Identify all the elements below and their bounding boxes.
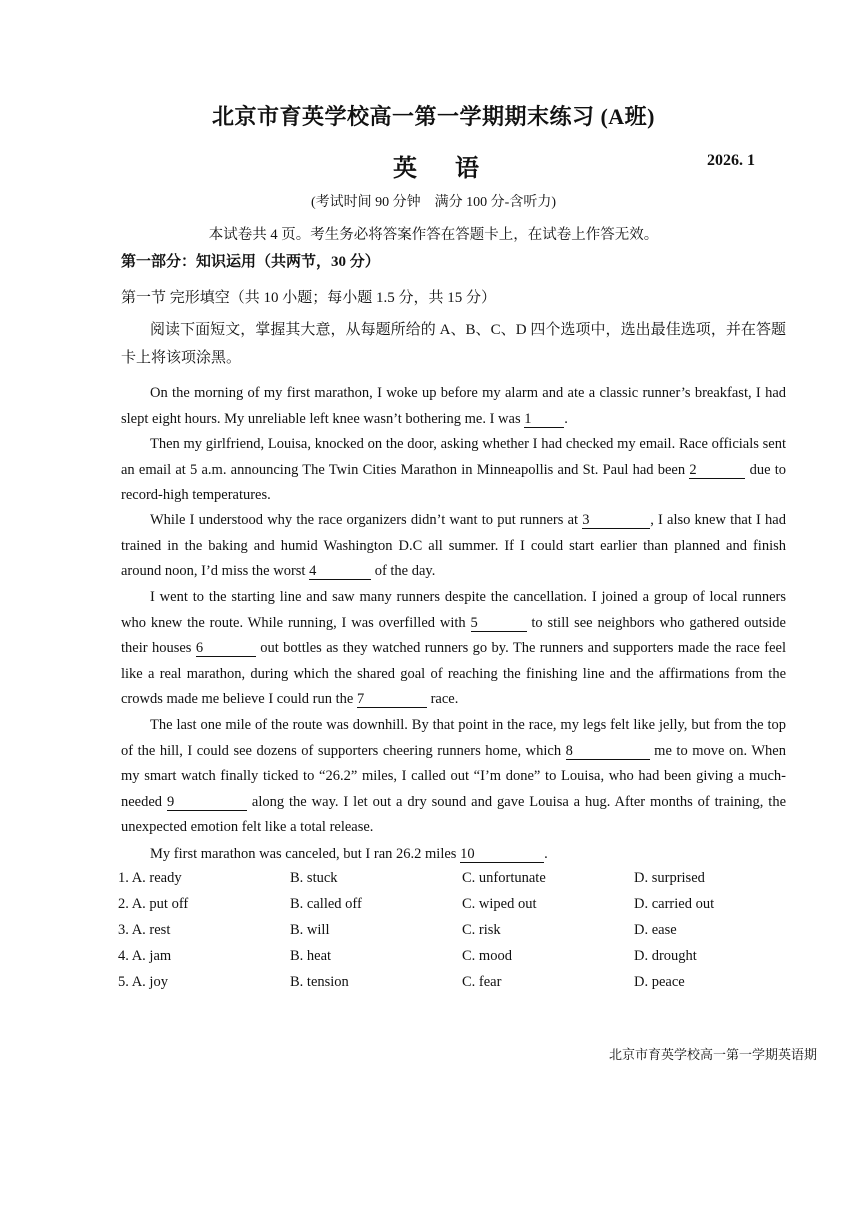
option-c: C. risk — [462, 922, 501, 938]
passage-text: I went to the starting line and saw many runners despite the cancellation. I joined a group of local runners who knew the route. While running, I was overfilled with — [121, 589, 786, 631]
option-a: 1. A. ready — [118, 870, 182, 886]
option-d: D. ease — [634, 922, 677, 938]
blank-8: 8 — [566, 743, 650, 760]
exam-notice: 本试卷共 4 页。考生务必将答案作答在答题卡上，在试卷上作答无效。 — [208, 227, 659, 243]
passage-text: . — [544, 846, 548, 862]
passage-text: along the way. I let out a dry sound and gave Louisa a hug. After months of training, the unexpected emotion felt like a total release. — [121, 793, 787, 836]
blank-2: 2 — [689, 462, 745, 479]
option-d: D. surprised — [634, 870, 705, 886]
passage-text: The last one mile of the route was downhill. By that point in the race, my legs felt like jelly, but from the top of the hill, I could see dozens of supporters cheering runners home, which — [121, 717, 786, 759]
option-row — [118, 896, 798, 920]
passage-text: My first marathon was canceled, but I ran 26.2 miles — [150, 846, 461, 862]
passage-text: Then my girlfriend, Louisa, knocked on the door, asking whether I had checked my email. Race officials sent an email at 5 a.m. announcing The Twin Cities Marathon in Minneapollis and St. Paul had been — [121, 436, 786, 478]
passage-paragraph-4 — [121, 585, 786, 713]
option-b: B. heat — [290, 948, 332, 964]
blank-10: 10 — [460, 846, 544, 863]
option-a: 3. A. rest — [118, 922, 171, 938]
option-row — [118, 870, 798, 894]
part-heading: 第一部分：知识运用（共两节，30 分） — [121, 254, 380, 270]
passage-text: On the morning of my first marathon, I woke up before my alarm and ate a classic runner’s breakfast, I had slept eight hours. My unreliable left knee wasn’t bothering me. I was — [121, 385, 786, 427]
passage-text: of the day. — [371, 563, 436, 580]
blank-7: 7 — [357, 691, 427, 708]
option-d: D. peace — [634, 974, 685, 990]
passage-text: out bottles as they watched runners go by. The runners and supporters made the race feel like a real marathon, during which the shared goal of reaching the finishing line and the affirmations from the crowds made me believe I could run the — [121, 640, 786, 708]
passage-paragraph-1 — [121, 381, 786, 432]
option-b: B. tension — [290, 974, 349, 990]
passage-text: due to record-high temperatures. — [121, 461, 786, 504]
passage-text: . — [564, 410, 568, 427]
passage-text: to still see neighbors who gathered outside their houses — [121, 614, 786, 657]
option-row — [118, 974, 798, 998]
page-footer: 北京市育英学校高一第一学期英语期 — [609, 1047, 818, 1062]
exam-title: 北京市育英学校高一第一学期期末练习 (A班) — [211, 104, 656, 129]
exam-date: 2026. 1 — [707, 152, 755, 169]
option-row — [118, 948, 798, 972]
option-a: 4. A. jam — [118, 948, 172, 964]
option-a: 2. A. put off — [118, 896, 189, 912]
option-c: C. unfortunate — [462, 870, 546, 886]
option-d: D. carried out — [634, 896, 715, 912]
blank-1: 1 — [524, 411, 564, 428]
passage-paragraph-2 — [121, 432, 786, 509]
option-c: C. fear — [462, 974, 502, 990]
passage-text: , I also knew that I had trained in the baking and humid Washington D.C all summer. If I could start earlier than planned and finish around noon, I’d miss the worst — [121, 512, 786, 580]
passage-text: race. — [426, 691, 459, 708]
option-b: B. stuck — [290, 870, 338, 886]
exam-time-info: (考试时间 90 分钟 满分 100 分-含听力) — [311, 195, 556, 210]
blank-5: 5 — [471, 615, 527, 632]
option-b: B. called off — [290, 896, 362, 912]
blank-9: 9 — [167, 794, 247, 811]
passage-paragraph-6 — [121, 842, 786, 868]
blank-3: 3 — [582, 512, 650, 529]
blank-4: 4 — [309, 563, 371, 580]
option-d: D. drought — [634, 948, 697, 964]
subject-title: 英语 — [393, 156, 517, 182]
section-instruction: 阅读下面短文，掌握其大意，从每题所给的 A、B、C、D 四个选项中，选出最佳选项，并在答题卡上将该项涂黑。 — [121, 322, 786, 366]
section-heading: 第一节 完形填空（共 10 小题；每小题 1.5 分，共 15 分） — [121, 290, 497, 306]
passage-text: me to move on. When my smart watch finally ticked to “26.2” miles, I called out “I’m done” to Louisa, who had been giving a much-needed — [121, 742, 786, 810]
blank-6: 6 — [196, 640, 256, 657]
passage-text: While I understood why the race organizers didn’t want to put runners at — [150, 512, 583, 528]
option-b: B. will — [290, 922, 330, 938]
option-c: C. mood — [462, 948, 512, 964]
option-c: C. wiped out — [462, 896, 537, 912]
passage-paragraph-5 — [121, 713, 786, 841]
passage-paragraph-3 — [121, 508, 786, 585]
option-row — [118, 922, 798, 946]
option-a: 5. A. joy — [118, 974, 168, 990]
